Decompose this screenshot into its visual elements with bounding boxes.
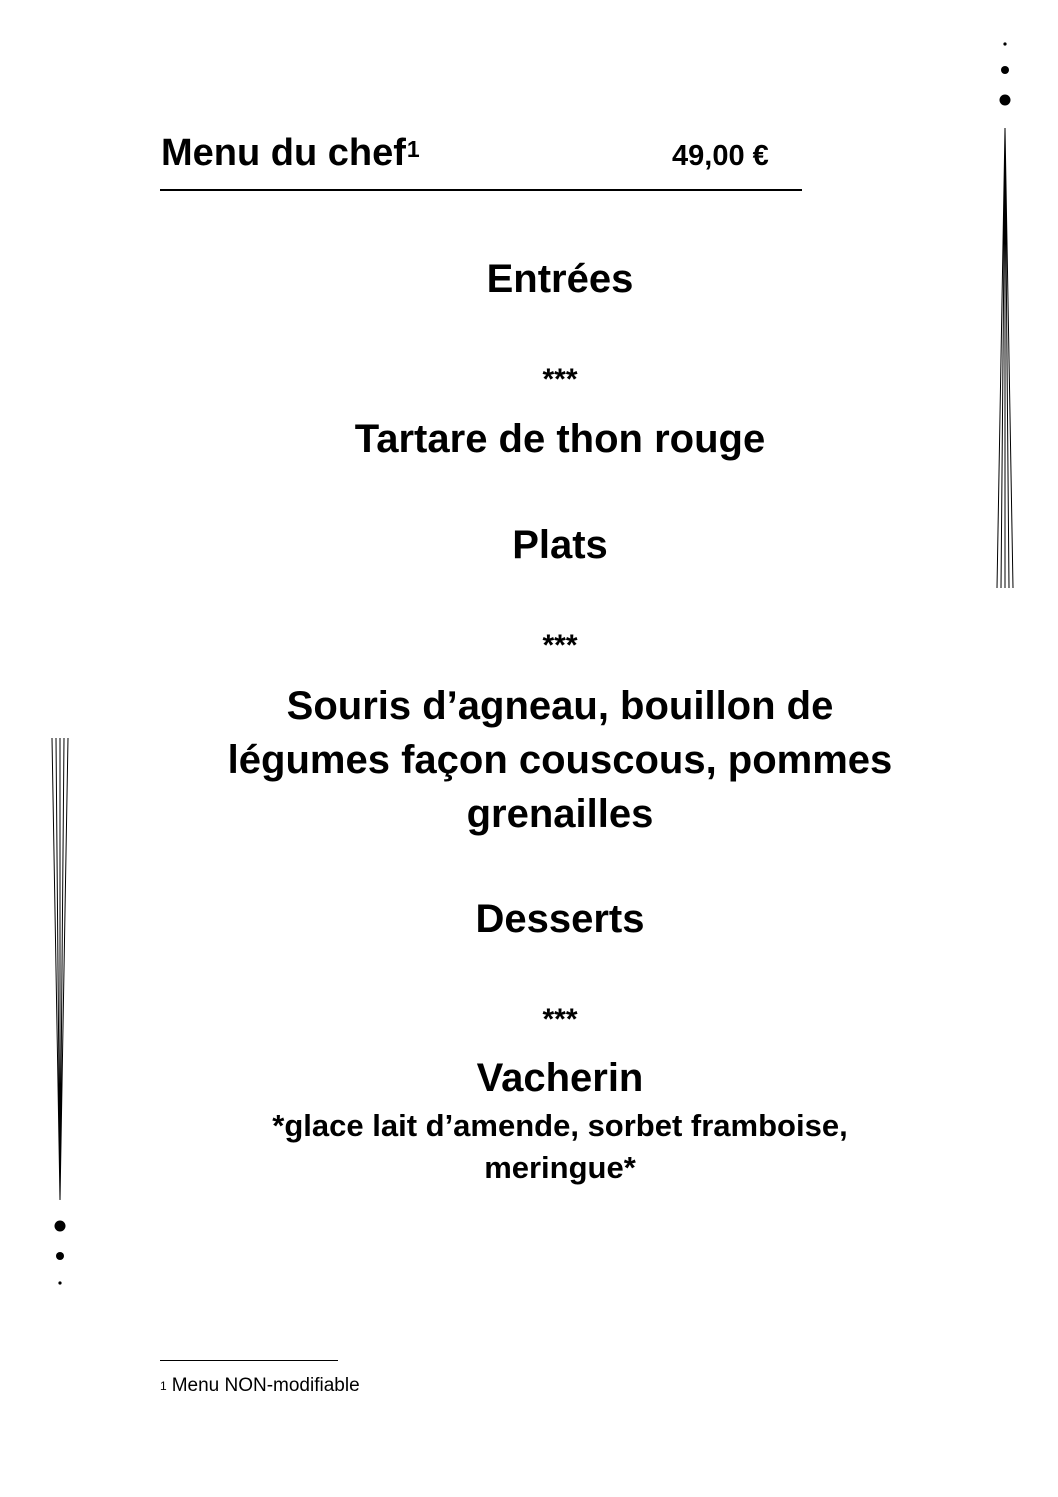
dish-plat <box>60 679 1058 841</box>
dessert-description-line: *glace lait d’amende, sorbet framboise, <box>272 1108 848 1143</box>
top-right-ornament-icon <box>990 36 1020 596</box>
footnote-text: Menu NON-modifiable <box>171 1375 360 1396</box>
section-heading-desserts: Desserts <box>475 897 645 941</box>
footnote-rule <box>160 1360 338 1361</box>
menu-price: 49,00 € <box>672 140 769 172</box>
section-heading-entrees: Entrées <box>486 257 634 301</box>
dish-dessert: Vacherin <box>476 1056 644 1100</box>
menu-title-text: Menu du chef <box>161 132 406 174</box>
dish-plat-line: Souris d’agneau, bouillon de <box>286 684 834 728</box>
title-rule <box>160 189 802 191</box>
dish-plat-line: grenailles <box>466 792 654 836</box>
dish-plat-line: légumes façon couscous, pommes <box>227 738 893 782</box>
dish-entree: Tartare de thon rouge <box>354 417 766 461</box>
separator-plats: *** <box>542 629 578 662</box>
footnote-number: 1 <box>160 1379 167 1393</box>
section-heading-plats: Plats <box>512 523 608 567</box>
footnote <box>160 1374 360 1398</box>
separator-entrees: *** <box>542 363 578 396</box>
footnote-marker: 1 <box>406 136 420 162</box>
dessert-description-line: meringue* <box>484 1150 636 1185</box>
menu-title <box>161 128 420 178</box>
separator-desserts: *** <box>542 1003 578 1036</box>
dessert-description <box>60 1105 1058 1189</box>
